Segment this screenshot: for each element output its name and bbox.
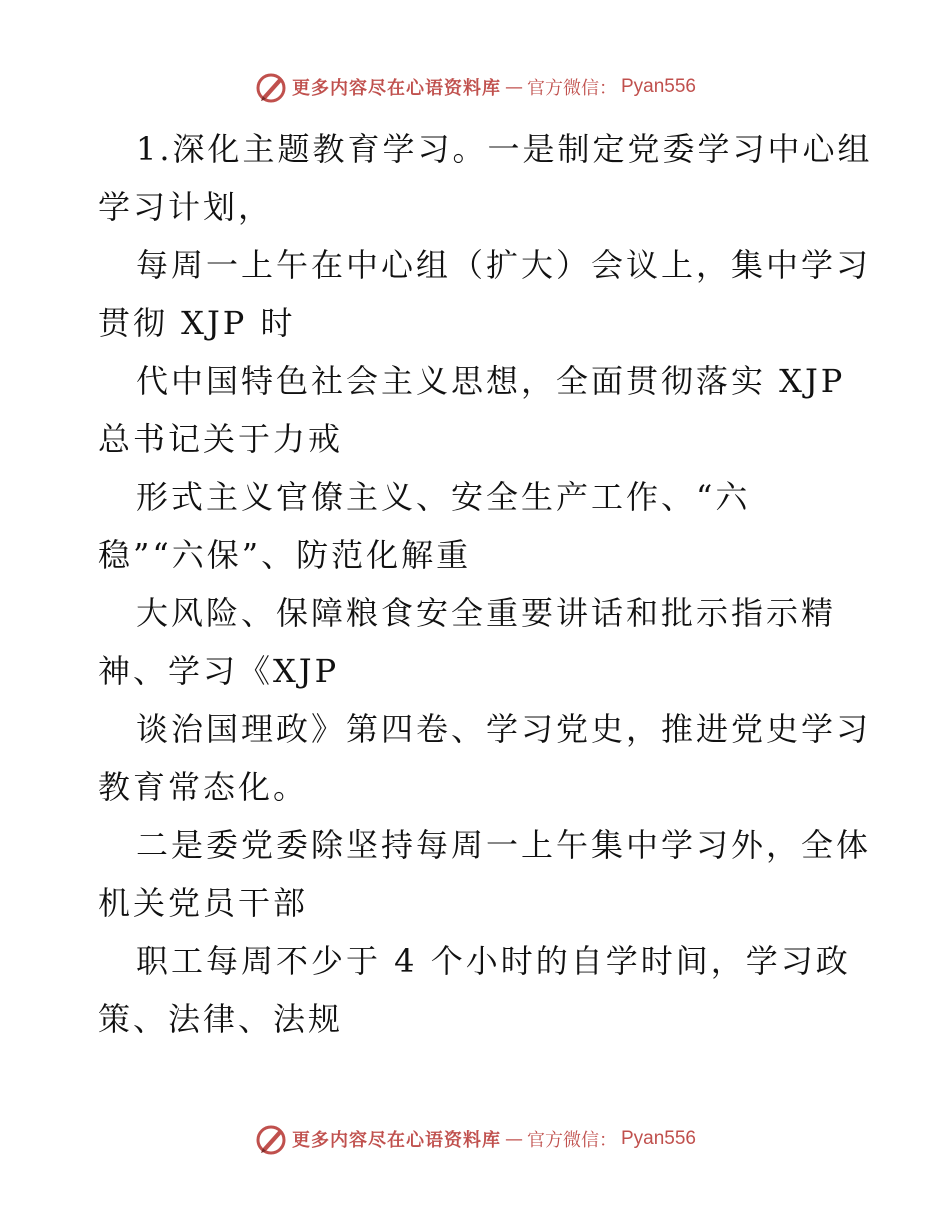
body-line: 大风险、保障粮食安全重要讲话和批示指示精 — [136, 594, 837, 632]
footer-watermark — [0, 1122, 950, 1156]
body-line: 谈治国理政》第四卷、学习党史，推进党史学习 — [136, 710, 872, 748]
footer-watermark-text: 更多内容尽在心语资料库 — [291, 1130, 501, 1151]
body-line: 神、学习《XJP — [98, 652, 340, 690]
body-text — [98, 120, 878, 1048]
body-line: 1.深化主题教育学习。一是制定党委学习中心组 — [136, 130, 873, 168]
pen-logo-icon — [254, 70, 288, 104]
header-watermark-separator: — — [504, 76, 523, 98]
footer-watermark-separator: — — [504, 1128, 523, 1150]
footer-watermark-id: Pyan556 — [620, 1128, 696, 1149]
header-watermark — [0, 70, 950, 104]
header-watermark-label: 官方微信： — [526, 78, 617, 99]
body-line: 代中国特色社会主义思想，全面贯彻落实 XJP — [136, 362, 846, 400]
body-line: 形式主义官僚主义、安全生产工作、“六 — [136, 478, 751, 516]
body-line: 学习计划， — [98, 188, 274, 226]
body-line: 总书记关于力戒 — [98, 420, 344, 458]
body-line: 稳”“六保”、防范化解重 — [98, 536, 472, 574]
body-line: 贯彻 XJP 时 — [98, 304, 296, 342]
body-line: 策、法律、法规 — [98, 1000, 344, 1038]
body-line: 职工每周不少于 4 个小时的自学时间，学习政 — [136, 942, 851, 980]
pen-logo-icon — [254, 1122, 288, 1156]
body-line: 二是委党委除坚持每周一上午集中学习外，全体 — [136, 826, 872, 864]
body-line: 每周一上午在中心组（扩大）会议上，集中学习 — [136, 246, 872, 284]
header-watermark-text: 更多内容尽在心语资料库 — [291, 78, 501, 99]
footer-watermark-label: 官方微信： — [526, 1130, 617, 1151]
body-line: 教育常态化。 — [98, 768, 309, 806]
body-line: 机关党员干部 — [98, 884, 309, 922]
header-watermark-id: Pyan556 — [620, 76, 696, 97]
